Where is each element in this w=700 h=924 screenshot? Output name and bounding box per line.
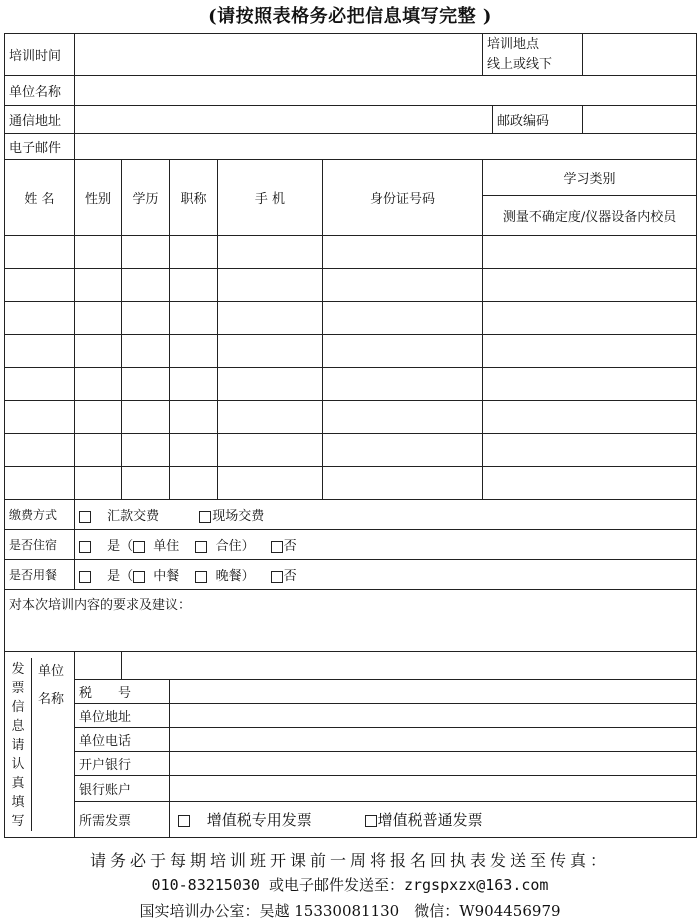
col-category-value: 测量不确定度/仪器设备内校员	[483, 196, 697, 236]
col-gender: 性别	[75, 160, 122, 236]
invoice-side-char: 息	[11, 719, 25, 734]
attendee-row	[5, 467, 697, 500]
postal-code-label: 邮政编码	[493, 106, 583, 134]
invoice-company-label: 单位名称	[38, 664, 65, 707]
lodging-label: 是否住宿	[5, 530, 75, 560]
invoice-side-char: 认	[11, 757, 25, 772]
invoice-side-char: 信	[11, 700, 25, 715]
invoice-bank-field[interactable]	[170, 752, 697, 776]
meals-yes-checkbox[interactable]	[79, 571, 91, 583]
lodging-no-checkbox[interactable]	[271, 541, 283, 553]
email-label: 电子邮件	[5, 134, 75, 160]
invoice-normal-label: 增值税普通发票	[377, 811, 483, 829]
attendee-row	[5, 236, 697, 269]
attendee-row	[5, 368, 697, 401]
col-name: 姓 名	[5, 160, 75, 236]
invoice-side-char: 请	[11, 738, 25, 753]
col-mobile: 手 机	[218, 160, 323, 236]
attendee-row	[5, 269, 697, 302]
lodging-single-checkbox[interactable]	[133, 541, 145, 553]
meals-dinner-label: 晚餐）	[215, 569, 255, 584]
meals-lunch-checkbox[interactable]	[133, 571, 145, 583]
payment-onsite-checkbox[interactable]	[199, 511, 211, 523]
lodging-single-label: 单住	[153, 539, 180, 554]
attendee-row	[5, 335, 697, 368]
invoice-phone-field[interactable]	[170, 728, 697, 752]
invoice-side-char: 真	[11, 776, 25, 791]
training-place-title: 培训地点	[487, 36, 540, 52]
meals-yes-label: 是（	[107, 569, 134, 584]
suggestion-field[interactable]	[5, 590, 697, 652]
footer-line-2: 010-83215030 或电子邮件发送至：zrgspxzx@163.com	[151, 876, 549, 894]
meals-dinner-checkbox[interactable]	[195, 571, 207, 583]
attendee-row	[5, 434, 697, 467]
address-field[interactable]	[75, 106, 493, 134]
invoice-type-options	[170, 802, 697, 838]
col-id-number: 身份证号码	[323, 160, 483, 236]
form-title: (请按照表格务必把信息填写完整 )	[208, 6, 492, 27]
meals-no-label: 否	[283, 569, 297, 584]
suggestion-label: 对本次培训内容的要求及建议：	[9, 598, 192, 613]
footer-line-3: 国实培训办公室：吴越 15330081130 微信：W904456979	[139, 902, 561, 920]
registration-form	[4, 33, 697, 838]
invoice-side-char: 发	[11, 662, 25, 677]
payment-transfer-label: 汇款交费	[107, 509, 160, 524]
invoice-special-label: 增值税专用发票	[206, 811, 312, 829]
invoice-side-label	[5, 658, 32, 831]
payment-transfer-checkbox[interactable]	[79, 511, 91, 523]
attendee-row	[5, 302, 697, 335]
invoice-account-field[interactable]	[170, 776, 697, 802]
meals-no-checkbox[interactable]	[271, 571, 283, 583]
invoice-account-label: 银行账户	[75, 776, 170, 802]
lodging-no-label: 否	[283, 539, 297, 554]
training-time-label: 培训时间	[5, 34, 75, 76]
invoice-side-cell	[5, 652, 75, 838]
training-place-sub: 线上或线下	[487, 56, 553, 72]
invoice-tax-field[interactable]	[170, 680, 697, 704]
invoice-address-field[interactable]	[170, 704, 697, 728]
invoice-tax-label: 税 号	[75, 680, 170, 704]
payment-onsite-label: 现场交费	[212, 509, 265, 524]
lodging-options	[75, 530, 697, 560]
company-name-label: 单位名称	[5, 76, 75, 106]
lodging-shared-label: 合住）	[215, 539, 255, 554]
training-place-label	[483, 34, 583, 76]
col-category: 学习类别	[483, 160, 697, 196]
lodging-shared-checkbox[interactable]	[195, 541, 207, 553]
meals-label: 是否用餐	[5, 560, 75, 590]
invoice-bank-label: 开户银行	[75, 752, 170, 776]
invoice-special-checkbox[interactable]	[178, 815, 190, 827]
training-place-field[interactable]	[583, 34, 697, 76]
invoice-company-field[interactable]	[122, 652, 697, 680]
email-field[interactable]	[75, 134, 697, 160]
invoice-type-label: 所需发票	[75, 802, 170, 838]
company-name-field[interactable]	[75, 76, 697, 106]
lodging-yes-checkbox[interactable]	[79, 541, 91, 553]
address-label: 通信地址	[5, 106, 75, 134]
col-title: 职称	[170, 160, 218, 236]
col-education: 学历	[122, 160, 170, 236]
lodging-yes-label: 是（	[107, 539, 134, 554]
invoice-side-char: 票	[11, 681, 25, 696]
invoice-normal-checkbox[interactable]	[365, 815, 377, 827]
invoice-phone-label: 单位电话	[75, 728, 170, 752]
payment-options	[75, 500, 697, 530]
meals-lunch-label: 中餐	[153, 569, 180, 584]
invoice-side-char: 填	[11, 795, 25, 810]
attendee-row	[5, 401, 697, 434]
invoice-side-char: 写	[11, 814, 25, 829]
payment-label: 缴费方式	[5, 500, 75, 530]
postal-code-field[interactable]	[583, 106, 697, 134]
invoice-address-label: 单位地址	[75, 704, 170, 728]
training-time-field[interactable]	[75, 34, 483, 76]
footer-line-1: 请务必于每期培训班开课前一周将报名回执表发送至传真：	[89, 851, 610, 870]
meals-options	[75, 560, 697, 590]
